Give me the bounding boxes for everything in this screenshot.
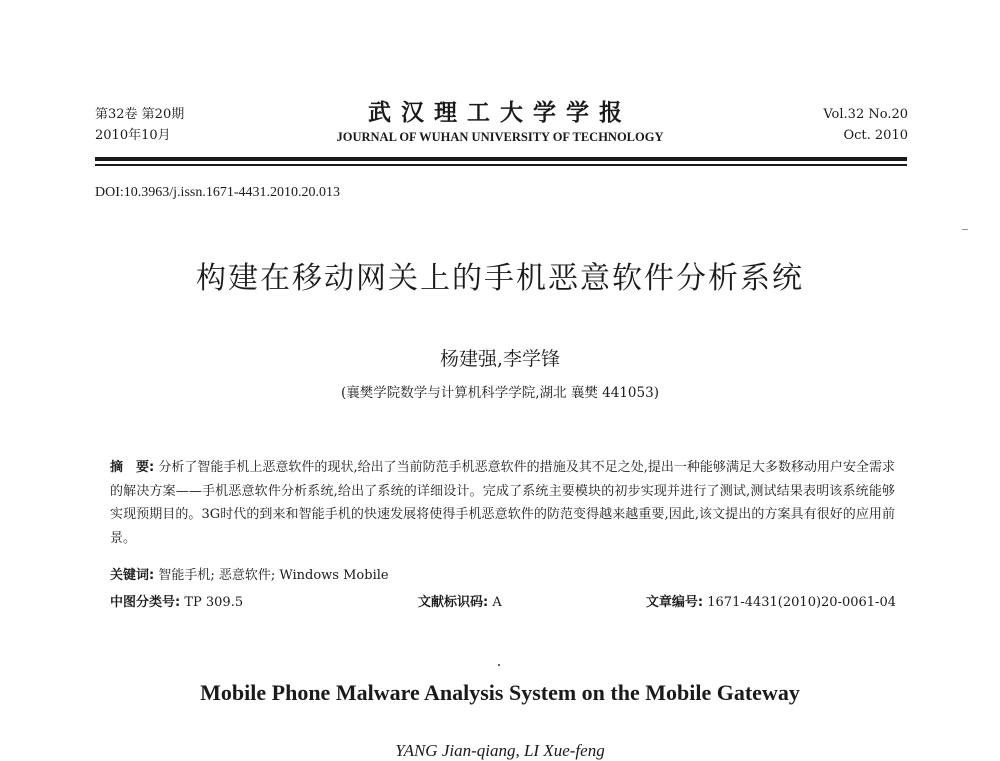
clc-number [110,591,243,610]
margin-mark [962,229,968,230]
abstract [110,456,895,550]
doi: DOI:10.3963/j.issn.1671-4431.2010.20.013 [95,185,340,200]
abstract-label: 摘 要: [110,460,155,475]
clc-label: 中图分类号: [110,595,181,610]
separator-dot [498,664,500,666]
doc-code-label: 文献标识码: [418,595,489,610]
journal-title-en: JOURNAL OF WUHAN UNIVERSITY OF TECHNOLOGY [336,130,664,144]
journal-masthead [300,99,700,145]
affiliation-cn: (襄樊学院数学与计算机科学学院,湖北 襄樊 441053) [341,385,659,401]
keywords-text: 智能手机; 恶意软件; Windows Mobile [158,568,389,583]
paper-title-en: Mobile Phone Malware Analysis System on the Mobile Gateway [200,680,800,705]
header-rule-thin [95,164,907,166]
volume-issue-cn: 第32卷 第20期 [95,107,185,122]
keywords [110,564,389,583]
article-no-value: 1671-4431(2010)20-0061-04 [707,595,896,610]
header-rule-thick [95,157,907,161]
keywords-label: 关键词: [110,568,155,583]
authors-cn: 杨建强,李学锋 [439,348,561,370]
date-cn: 2010年10月 [95,128,171,143]
date-en: Oct. 2010 [843,128,908,143]
volume-issue-en: Vol.32 No.20 [823,107,908,122]
document-code [418,591,502,610]
journal-title-cn: 武汉理工大学学报 [368,99,632,126]
authors-en: YANG Jian-qiang, LI Xue-feng [395,741,605,760]
header-right [823,104,908,146]
clc-value: TP 309.5 [184,595,244,610]
abstract-text: 分析了智能手机上恶意软件的现状,给出了当前防范手机恶意软件的措施及其不足之处,提出一种能够满足大多数移动用户安全需求的解决方案——手机恶意软件分析系统,给出了系统的详细设计。完成了系统主要模块的初步实现并进行了测试,测试结果表明该系统能够实现预期目的。3G时代的到来和智能手机的快速发展将使得手机恶意软件的防范变得越来越重要,因此,该文提出的方案具有很好的应用前景。 [110,460,895,546]
header-left [95,104,184,146]
article-number [646,591,896,610]
paper-title-cn: 构建在移动网关上的手机恶意软件分析系统 [196,261,804,296]
article-no-label: 文章编号: [645,595,704,610]
doc-code-value: A [492,595,502,610]
